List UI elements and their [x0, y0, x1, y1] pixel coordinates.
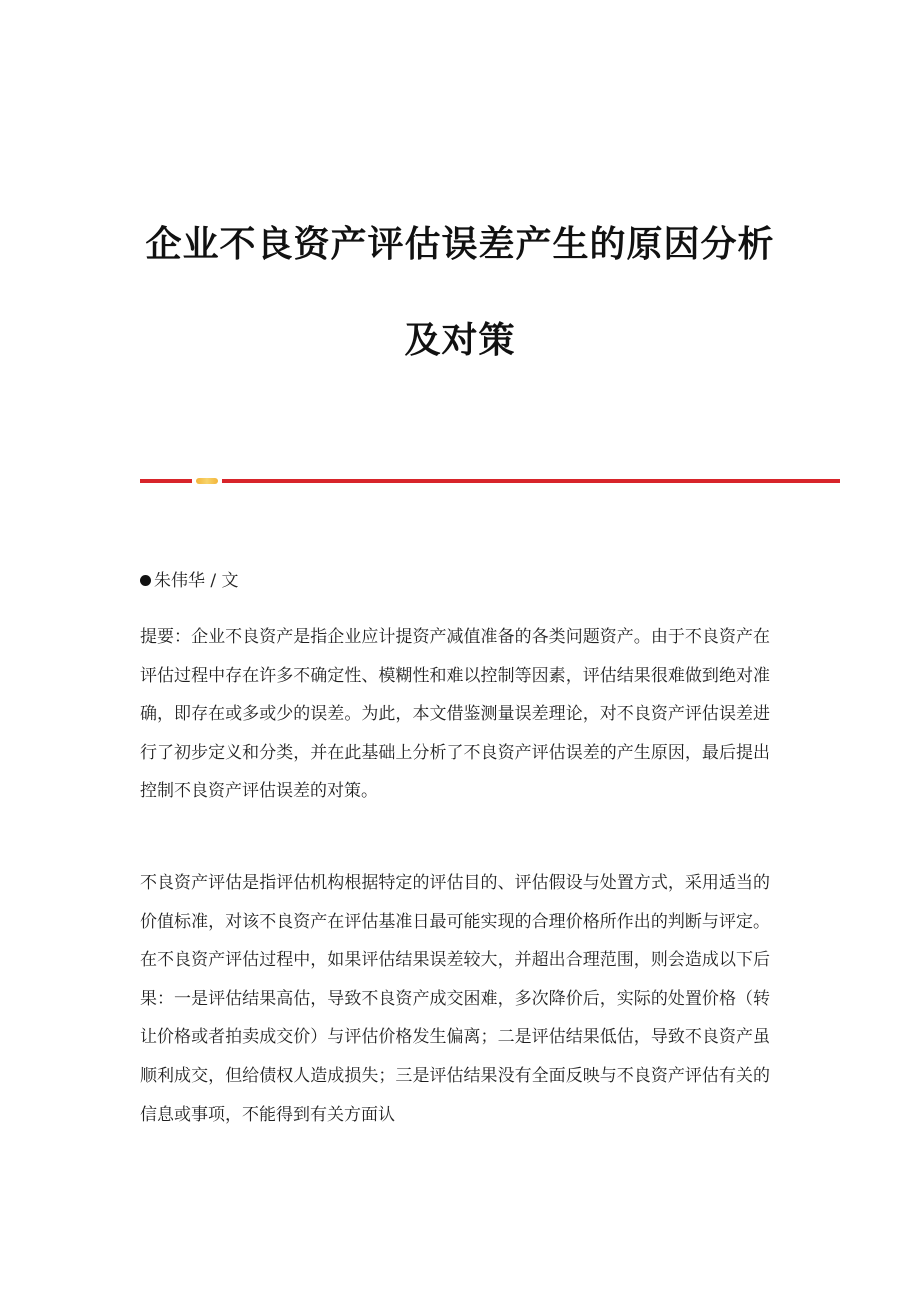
divider-right-segment: [222, 479, 840, 483]
divider-left-segment: [140, 479, 192, 483]
divider-ornament-icon: [196, 478, 218, 484]
abstract-paragraph: 提要：企业不良资产是指企业应计提资产减值准备的各类问题资产。由于不良资产在评估过程中存在许多不确定性、模糊性和难以控制等因素，评估结果很难做到绝对准确，即存在或多或少的误差。为此，本文借鉴测量误差理论，对不良资产评估误差进行了初步定义和分类，并在此基础上分析了不良资产评估误差的产生原因，最后提出控制不良资产评估误差的对策。: [140, 627, 770, 802]
title-divider: [140, 478, 840, 484]
document-title-line-1: 企业不良资产评估误差产生的原因分析: [145, 223, 775, 265]
author-name: 朱伟华 / 文: [154, 571, 239, 591]
bullet-dot-icon: [140, 575, 151, 586]
document-title-line-2: 及对策: [404, 319, 516, 361]
body-paragraph: 不良资产评估是指评估机构根据特定的评估目的、评估假设与处置方式，采用适当的价值标准，对该不良资产在评估基准日最可能实现的合理价格所作出的判断与评定。在不良资产评估过程中，如果评估结果误差较大，并超出合理范围，则会造成以下后果：一是评估结果高估，导致不良资产成交困难，多次降价后，实际的处置价格（转让价格或者拍卖成交价）与评估价格发生偏离；二是评估结果低估，导致不良资产虽顺利成交，但给债权人造成损失；三是评估结果没有全面反映与不良资产评估有关的信息或事项，不能得到有关方面认: [140, 873, 770, 1125]
author-byline: [140, 566, 239, 591]
